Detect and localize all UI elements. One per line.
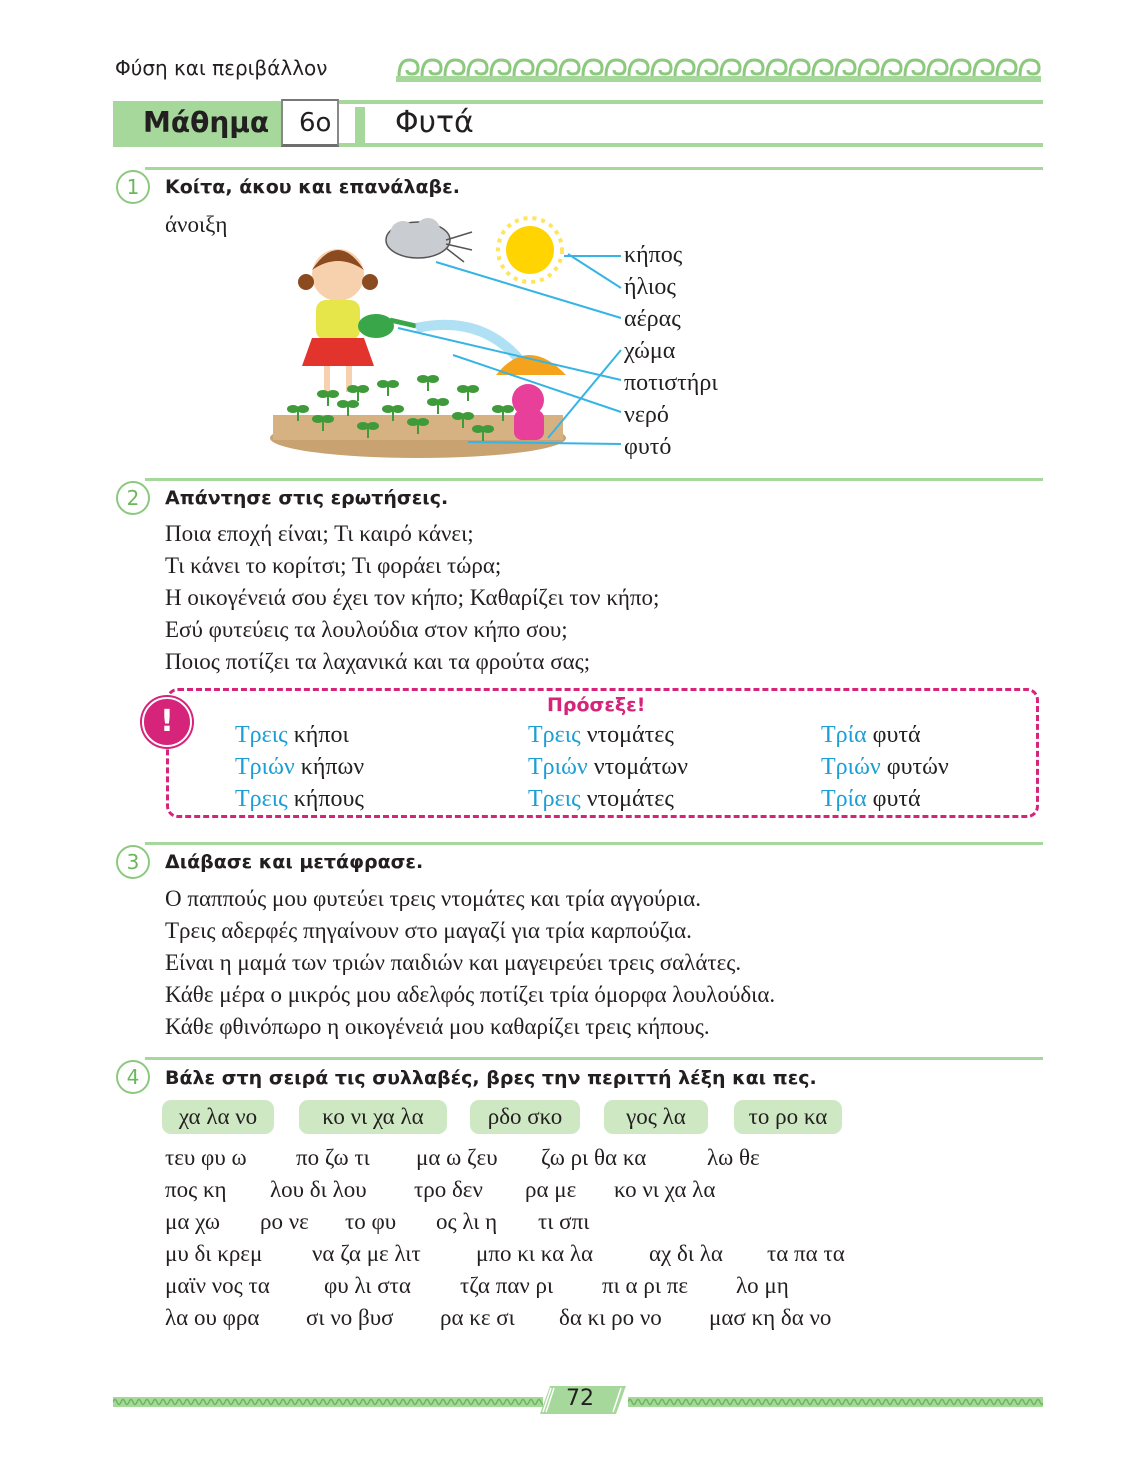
garden-illustration bbox=[268, 210, 628, 460]
question-line: Ποια εποχή είναι; Τι καιρό κάνει; bbox=[165, 521, 474, 546]
noun: ντομάτων bbox=[593, 754, 688, 780]
sentence-line: Κάθε μέρα ο μικρός μου αδελφός ποτίζει τρία όμορφα λουλούδια. bbox=[165, 982, 776, 1007]
section-rule bbox=[145, 167, 1043, 170]
scrambled-word: μαϊν νος τα bbox=[165, 1273, 270, 1298]
question-line: Τι κάνει το κορίτσι; Τι φοράει τώρα; bbox=[165, 553, 502, 578]
numeral: Τρία bbox=[821, 722, 867, 748]
noun: κήπους bbox=[293, 786, 364, 812]
scrambled-word: λου δι λου bbox=[270, 1177, 367, 1202]
syllable-pill: χα λα νο bbox=[162, 1100, 274, 1134]
scrambled-word: τζα παν ρι bbox=[460, 1273, 554, 1298]
numeral: Τριών bbox=[528, 754, 588, 780]
scrambled-word: πι α ρι πε bbox=[602, 1273, 689, 1298]
section-title-2: Απάντησε στις ερωτήσεις. bbox=[165, 487, 449, 509]
numeral: Τριών bbox=[235, 754, 295, 780]
noun: φυτά bbox=[872, 786, 921, 812]
vocab-word: ήλιος bbox=[624, 274, 676, 300]
section-title-1: Κοίτα, άκου και επανάλαβε. bbox=[165, 176, 460, 198]
scrambled-word: λα ου φρα bbox=[165, 1305, 260, 1330]
numeral-phrase bbox=[235, 722, 349, 749]
scrambled-word: ρα κε σι bbox=[440, 1305, 515, 1330]
footer-wave-border bbox=[628, 1393, 1043, 1411]
section-number-4: 4 bbox=[116, 1060, 150, 1094]
scrambled-word: τρο δεν bbox=[414, 1177, 483, 1202]
numeral: Τρεις bbox=[235, 786, 288, 812]
scrambled-word: ρα με bbox=[525, 1177, 577, 1202]
scrambled-word: δα κι ρο νο bbox=[559, 1305, 662, 1330]
noun: φυτών bbox=[886, 754, 949, 780]
numeral: Τριών bbox=[821, 754, 881, 780]
noun: φυτά bbox=[872, 722, 921, 748]
syllable-pill: γος λα bbox=[604, 1100, 708, 1134]
running-title: Φύση και περιβάλλον bbox=[115, 56, 328, 80]
question-line: Η οικογένειά σου έχει τον κήπο; Καθαρίζει τον κήπο; bbox=[165, 585, 660, 610]
footer-wave-border bbox=[113, 1393, 543, 1411]
cloud-icon bbox=[386, 218, 472, 262]
vocab-word: κήπος bbox=[624, 242, 683, 268]
scrambled-word: μασ κη δα νο bbox=[709, 1305, 832, 1330]
lesson-rule-top bbox=[339, 100, 1043, 104]
page-number: 72 bbox=[566, 1386, 594, 1411]
numeral: Τρία bbox=[821, 786, 867, 812]
syllable-pill: το ρο κα bbox=[734, 1100, 842, 1134]
numeral-phrase bbox=[235, 786, 364, 813]
numeral-phrase bbox=[528, 754, 688, 781]
scrambled-word: ζω ρι θα κα bbox=[541, 1145, 647, 1170]
season-label: άνοιξη bbox=[165, 212, 228, 237]
scrambled-word: φυ λι στα bbox=[324, 1273, 411, 1298]
vocab-word: χώμα bbox=[624, 338, 676, 364]
scrambled-word: τευ φυ ω bbox=[165, 1145, 247, 1170]
lesson-separator bbox=[355, 107, 365, 143]
question-line: Ποιος ποτίζει τα λαχανικά και τα φρούτα σας; bbox=[165, 649, 591, 674]
numeral-phrase bbox=[235, 754, 364, 781]
scrambled-word: ος λι η bbox=[436, 1209, 498, 1234]
sentence-line: Είναι η μαμά των τριών παιδιών και μαγειρεύει τρεις σαλάτες. bbox=[165, 950, 742, 975]
scrambled-word: το φυ bbox=[345, 1209, 397, 1234]
scrambled-word: τα πα τα bbox=[767, 1241, 845, 1266]
sentence-line: Κάθε φθινόπωρο η οικογένειά μου καθαρίζει τρεις κήπους. bbox=[165, 1014, 710, 1039]
lesson-number-box bbox=[281, 99, 339, 147]
scrambled-word: αχ δι λα bbox=[649, 1241, 723, 1266]
numeral: Τρεις bbox=[528, 786, 581, 812]
sentence-line: Ο παππούς μου φυτεύει τρεις ντομάτες και τρία αγγούρια. bbox=[165, 886, 702, 911]
exclamation-icon: ! bbox=[142, 697, 192, 747]
scrambled-word: σι νο βυσ bbox=[306, 1305, 394, 1330]
scrambled-word: μυ δι κρεμ bbox=[165, 1241, 263, 1266]
scrambled-word: κο νι χα λα bbox=[614, 1177, 716, 1202]
vocab-word: ποτιστήρι bbox=[624, 370, 718, 396]
section-title-4: Βάλε στη σειρά τις συλλαβές, βρες την περιττή λέξη και πες. bbox=[165, 1067, 817, 1089]
vocab-word: νερό bbox=[624, 402, 669, 428]
lesson-label: Μάθημα bbox=[143, 106, 270, 139]
scrambled-word: λω θε bbox=[707, 1145, 760, 1170]
watering-can-icon bbox=[358, 314, 416, 338]
vocab-word: φυτό bbox=[624, 434, 672, 460]
section-title-3: Διάβασε και μετάφρασε. bbox=[165, 851, 424, 873]
section-rule bbox=[145, 478, 1043, 481]
numeral-phrase bbox=[528, 786, 674, 813]
section-number-1: 1 bbox=[116, 170, 150, 204]
lesson-rule-bottom bbox=[339, 143, 1043, 147]
numeral: Τρεις bbox=[528, 722, 581, 748]
decorative-wave-border bbox=[396, 54, 1041, 84]
noun: κήπων bbox=[300, 754, 365, 780]
scrambled-word: τι σπι bbox=[538, 1209, 590, 1234]
vocab-word: αέρας bbox=[624, 306, 681, 332]
question-line: Εσύ φυτεύεις τα λουλούδια στον κήπο σου; bbox=[165, 617, 568, 642]
numeral-phrase bbox=[821, 722, 921, 749]
numeral-phrase bbox=[821, 786, 921, 813]
scrambled-word: ρο νε bbox=[260, 1209, 309, 1234]
section-number-3: 3 bbox=[116, 845, 150, 879]
scrambled-word: να ζα με λιτ bbox=[312, 1241, 421, 1266]
scrambled-word: πος κη bbox=[165, 1177, 227, 1202]
lesson-header bbox=[113, 99, 1043, 149]
scrambled-word: μα ω ζευ bbox=[416, 1145, 498, 1170]
noun: ντομάτες bbox=[586, 786, 674, 812]
attention-title: Πρόσεξε! bbox=[547, 694, 646, 716]
noun: ντομάτες bbox=[586, 722, 674, 748]
lesson-label-box bbox=[113, 101, 281, 147]
section-number-2: 2 bbox=[116, 481, 150, 515]
scrambled-word: μα χω bbox=[165, 1209, 220, 1234]
numeral-phrase bbox=[528, 722, 674, 749]
scrambled-word: πο ζω τι bbox=[296, 1145, 370, 1170]
section-rule bbox=[145, 842, 1043, 845]
scrambled-word: μπο κι κα λα bbox=[476, 1241, 594, 1266]
lesson-title: Φυτά bbox=[395, 105, 474, 140]
syllable-pill: ρδο σκο bbox=[470, 1100, 580, 1134]
sun-icon bbox=[498, 218, 562, 282]
section-rule bbox=[145, 1057, 1043, 1060]
syllable-pill: κο νι χα λα bbox=[299, 1100, 447, 1134]
numeral: Τρεις bbox=[235, 722, 288, 748]
sentence-line: Τρεις αδερφές πηγαίνουν στο μαγαζί για τρία καρπούζια. bbox=[165, 918, 692, 943]
scrambled-word: λο μη bbox=[736, 1273, 789, 1298]
lesson-number: 6ο bbox=[299, 108, 332, 138]
noun: κήποι bbox=[293, 722, 349, 748]
numeral-phrase bbox=[821, 754, 949, 781]
